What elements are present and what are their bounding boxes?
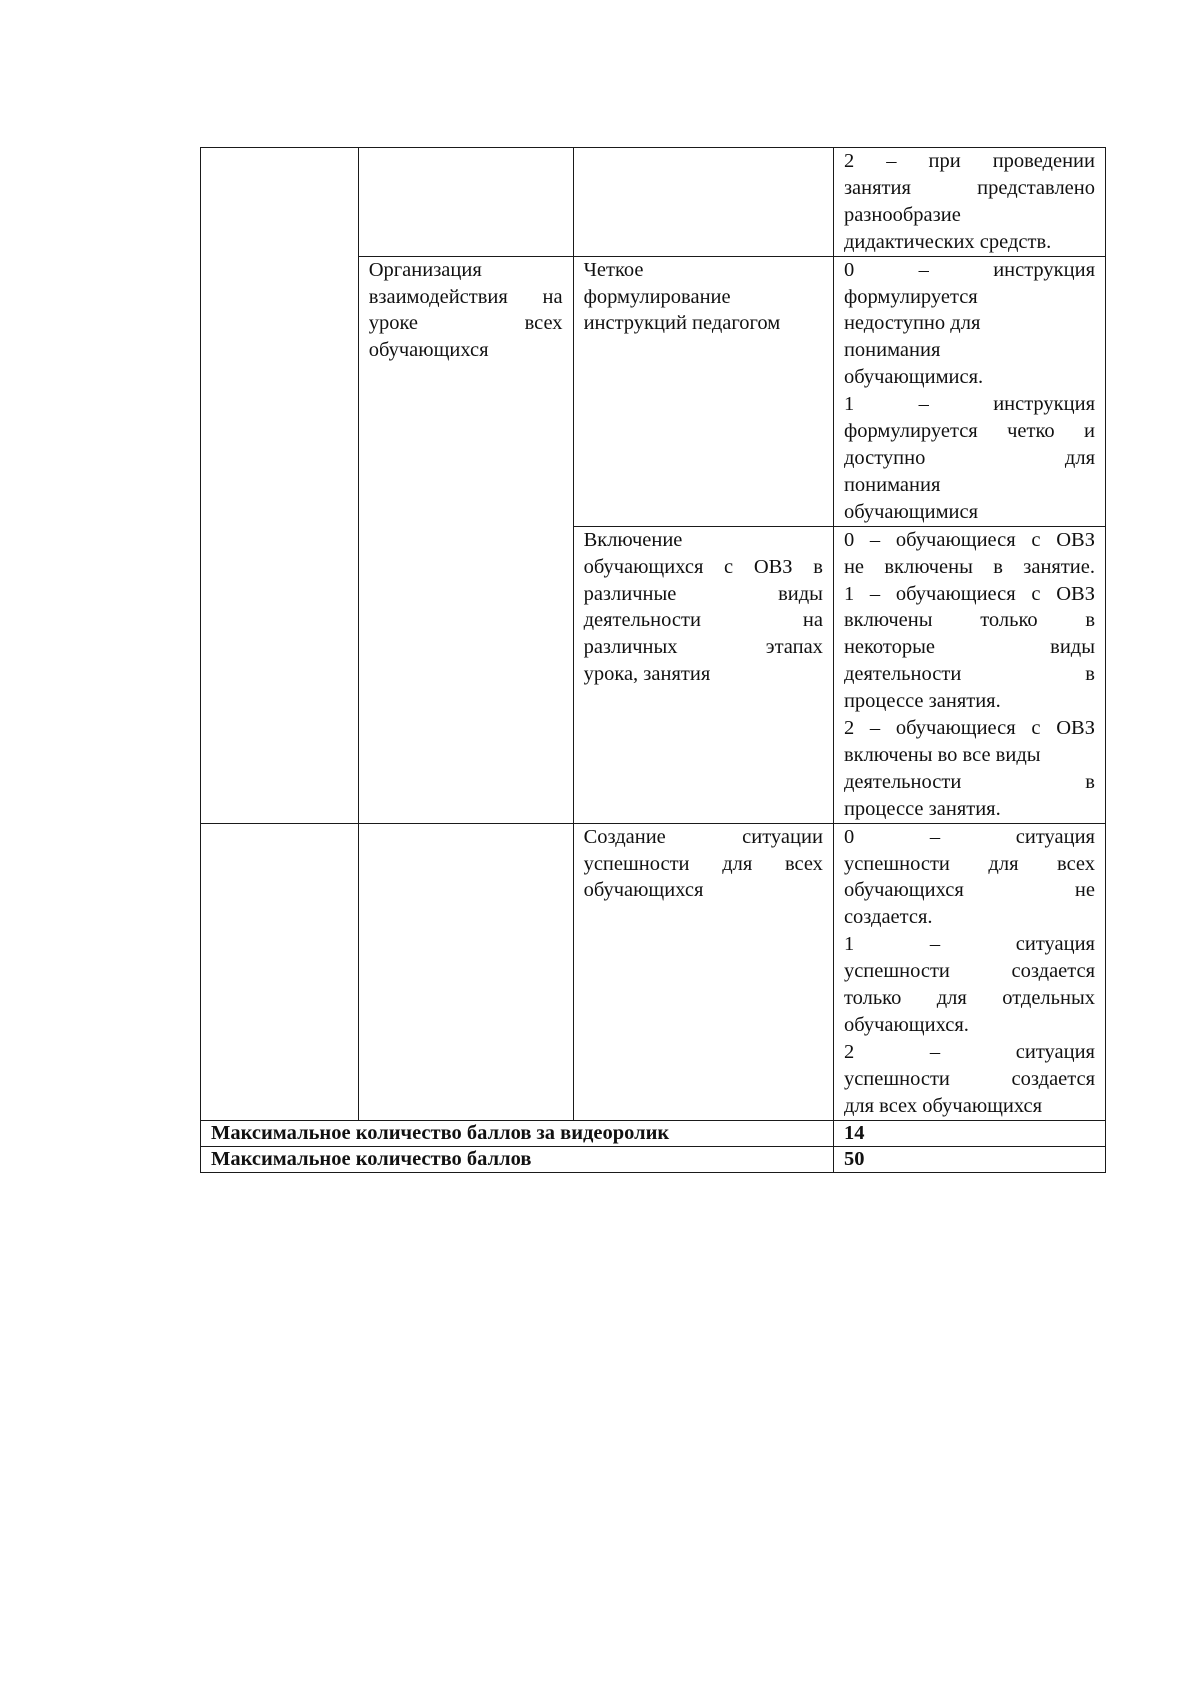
score-line: 2 – обучающиеся с ОВЗ bbox=[843, 717, 1095, 740]
score-line: 1 – инструкция bbox=[843, 393, 1095, 416]
score-line: разнообразие bbox=[843, 203, 961, 226]
score-line: для всех обучающихся bbox=[843, 1094, 1043, 1117]
criterion-line: уроке всех bbox=[368, 312, 563, 335]
score-cell bbox=[833, 256, 1105, 526]
indicator-line: различные виды bbox=[583, 582, 823, 605]
score-line: 2 – при проведении bbox=[843, 150, 1095, 172]
score-line: 2 – ситуация bbox=[843, 1040, 1095, 1063]
score-line: деятельности в bbox=[843, 770, 1095, 793]
indicator-line: различных этапах bbox=[583, 636, 823, 659]
score-cell bbox=[833, 526, 1105, 823]
score-line: 1 – обучающиеся с ОВЗ bbox=[843, 582, 1095, 605]
score-line: понимания bbox=[843, 473, 941, 496]
total-label: Максимальное количество баллов bbox=[201, 1146, 834, 1172]
score-line: занятия представлено bbox=[843, 176, 1095, 199]
score-line: некоторые виды bbox=[843, 636, 1095, 659]
score-line: дидактических средств. bbox=[843, 230, 1052, 253]
score-line: включены во все виды bbox=[843, 743, 1041, 766]
table-row bbox=[201, 823, 1106, 1120]
score-line: формулируется четко и bbox=[843, 420, 1095, 443]
indicator-line: обучающихся с ОВЗ в bbox=[583, 555, 823, 578]
score-line: включены только в bbox=[843, 609, 1095, 632]
indicator-line: урока, занятия bbox=[583, 663, 711, 686]
section-cell-empty bbox=[201, 148, 359, 824]
score-line: успешности создается bbox=[843, 960, 1095, 983]
score-line: доступно для bbox=[843, 446, 1095, 469]
criterion-cell-empty bbox=[358, 823, 573, 1120]
indicator-line: инструкций педагогом bbox=[583, 312, 781, 335]
score-line: 1 – ситуация bbox=[843, 933, 1095, 956]
score-line: 0 – ситуация bbox=[843, 825, 1095, 848]
score-line: деятельности в bbox=[843, 663, 1095, 686]
indicator-line: обучающихся bbox=[583, 879, 704, 902]
score-line: 0 – инструкция bbox=[843, 258, 1095, 281]
indicator-line: Четкое bbox=[583, 258, 644, 281]
evaluation-criteria-table bbox=[200, 147, 1106, 1173]
criterion-line: обучающихся bbox=[368, 339, 489, 362]
total-value: 50 bbox=[833, 1146, 1105, 1172]
score-line: создается. bbox=[843, 906, 933, 929]
score-line: недоступно для bbox=[843, 312, 981, 335]
total-label: Максимальное количество баллов за видеоролик bbox=[201, 1120, 834, 1146]
total-value: 14 bbox=[833, 1120, 1105, 1146]
indicator-line: успешности для всех bbox=[583, 852, 823, 875]
score-line: обучающихся. bbox=[843, 1014, 969, 1036]
criterion-cell-empty bbox=[358, 148, 573, 257]
indicator-line: Создание ситуации bbox=[583, 825, 823, 848]
score-cell bbox=[833, 148, 1105, 257]
total-row bbox=[201, 1120, 1106, 1146]
indicator-line: деятельности на bbox=[583, 609, 823, 632]
indicator-line: Включение bbox=[583, 528, 683, 551]
criterion-cell bbox=[358, 256, 573, 823]
score-line: обучающимися bbox=[843, 500, 979, 523]
score-line: успешности для всех bbox=[843, 852, 1095, 875]
indicator-cell bbox=[573, 526, 833, 823]
score-line: успешности создается bbox=[843, 1067, 1095, 1090]
criterion-line: Организация bbox=[368, 258, 482, 281]
score-line: не включены в занятие. bbox=[843, 555, 1095, 578]
indicator-cell bbox=[573, 256, 833, 526]
score-line: 0 – обучающиеся с ОВЗ bbox=[843, 528, 1095, 551]
indicator-cell-empty bbox=[573, 148, 833, 257]
criterion-line: взаимодействия на bbox=[368, 285, 563, 308]
score-line: процессе занятия. bbox=[843, 690, 1001, 713]
score-line: процессе занятия. bbox=[843, 797, 1001, 820]
score-line: только для отдельных bbox=[843, 987, 1095, 1010]
score-line: обучающихся не bbox=[843, 879, 1095, 902]
score-cell bbox=[833, 823, 1105, 1120]
score-line: понимания bbox=[843, 339, 941, 362]
total-row bbox=[201, 1146, 1106, 1172]
score-line: обучающимися. bbox=[843, 366, 984, 389]
indicator-cell bbox=[573, 823, 833, 1120]
score-line: формулируется bbox=[843, 285, 978, 308]
section-cell-empty bbox=[201, 823, 359, 1120]
table-row bbox=[201, 148, 1106, 257]
indicator-line: формулирование bbox=[583, 285, 731, 308]
